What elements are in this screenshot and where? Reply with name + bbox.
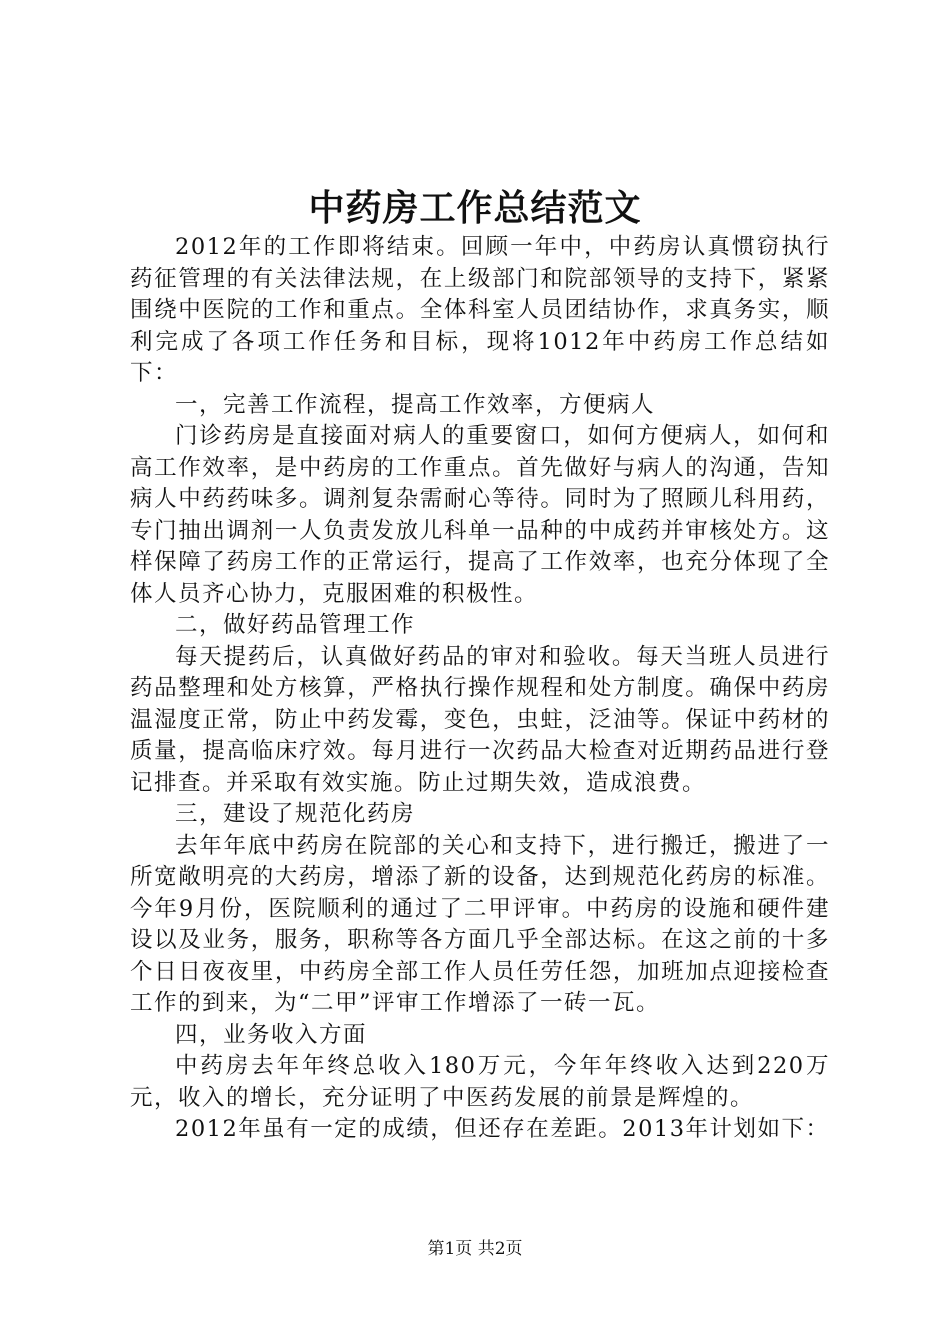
paragraph-intro: 2012年的工作即将结束。回顾一年中，中药房认真惯窃执行药征管理的有关法律法规，在上级部门和院部领导的支持下，紧紧围绕中医院的工作和重点。全体科室人员团结协作，求真务实，顺利完成了各项工作任务和目标，现将1012年中药房工作总结如下： <box>130 234 830 386</box>
section-heading-1: 一，完善工作流程，提高工作效率，方便病人 <box>175 391 656 418</box>
section-heading-4: 四，业务收入方面 <box>175 1021 368 1048</box>
page-footer: 第1页 共2页 <box>427 1239 523 1259</box>
paragraph-section-4: 中药房去年年终总收入180万元，今年年终收入达到220万元，收入的增长，充分证明了中医药发展的前景是辉煌的。 <box>130 1053 830 1111</box>
paragraph-section-2: 每天提药后，认真做好药品的审对和验收。每天当班人员进行药品整理和处方核算，严格执行操作规程和处方制度。确保中药房温湿度正常，防止中药发霉，变色，虫蛀，泛油等。保证中药材的质量，提高临床疗效。每月进行一次药品大检查对近期药品进行登记排查。并采取有效实施。防止过期失效，造成浪费。 <box>130 643 830 796</box>
document-title: 中药房工作总结范文 <box>308 187 642 229</box>
section-heading-3: 三，建设了规范化药房 <box>175 801 416 827</box>
paragraph-section-3: 去年年底中药房在院部的关心和支持下，进行搬迁，搬进了一所宽敞明亮的大药房，增添了新的设备，达到规范化药房的标准。今年9月份，医院顺利的通过了二甲评审。中药房的设施和硬件建设以及业务，服务，职称等各方面几乎全部达标。在这之前的十多个日日夜夜里，中药房全部工作人员任劳任怨，加班加点迎接检查工作的到来，为“二甲”评审工作增添了一砖一瓦。 <box>130 832 830 1016</box>
paragraph-section-1: 门诊药房是直接面对病人的重要窗口，如何方便病人，如何和高工作效率，是中药房的工作重点。首先做好与病人的沟通，告知病人中药药味多。调剂复杂需耐心等待。同时为了照顾儿科用药，专门抽出调剂一人负责发放儿科单一品种的中成药并审核处方。这样保障了药房工作的正常运行，提高了工作效率，也充分体现了全体人员齐心协力，克服困难的积极性。 <box>130 423 830 607</box>
document-body <box>130 232 830 1146</box>
section-heading-2: 二，做好药品管理工作 <box>175 612 416 638</box>
paragraph-plan: 2012年虽有一定的成绩，但还存在差距。2013年计划如下： <box>175 1116 830 1142</box>
